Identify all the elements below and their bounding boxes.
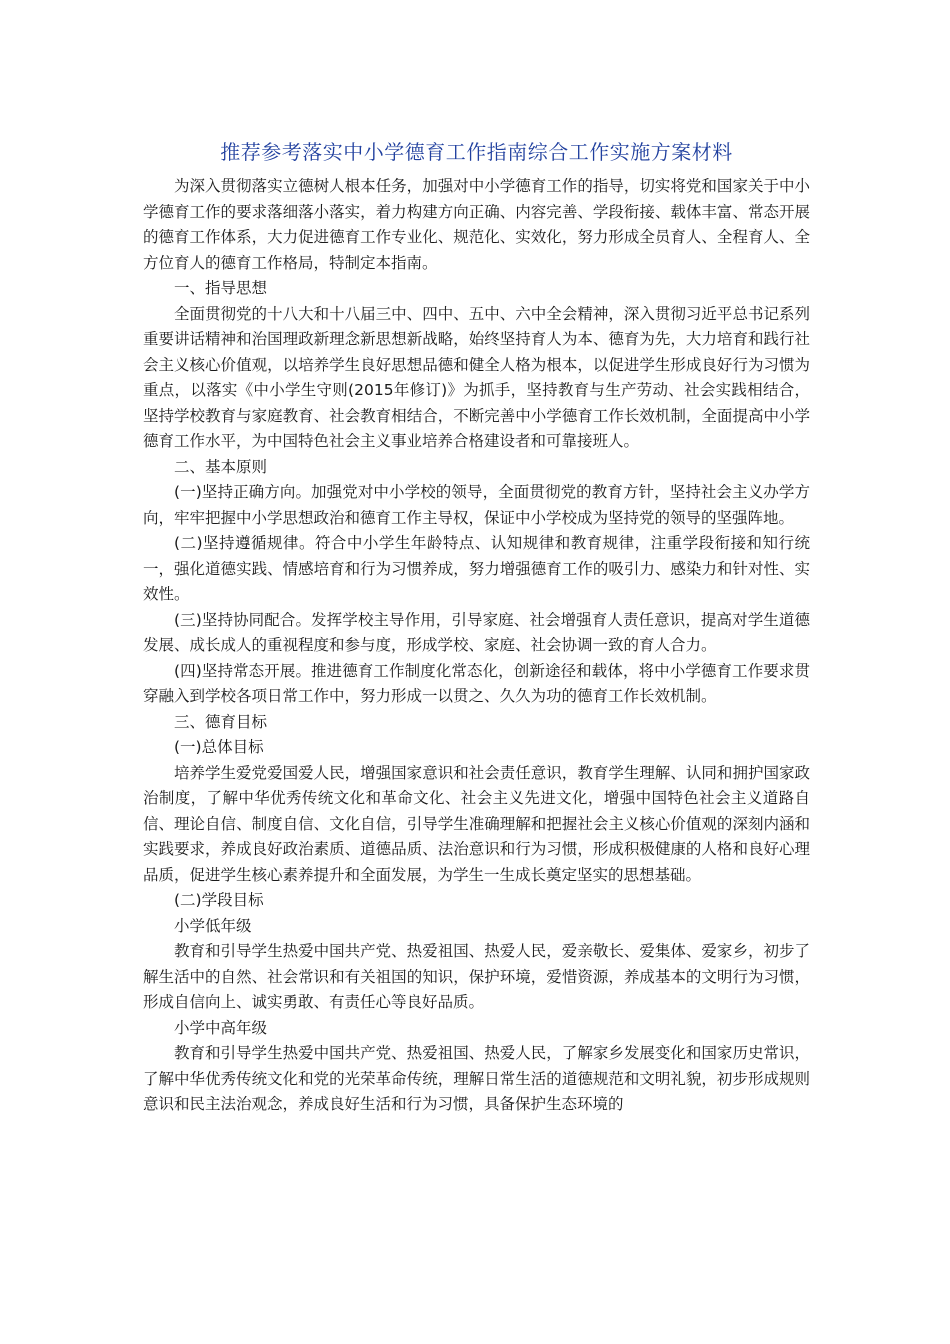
paragraph-principle-1: (一)坚持正确方向。加强党对中小学校的领导，全面贯彻党的教育方针，坚持社会主义办学方向，牢牢把握中小学思想政治和德育工作主导权，保证中小学校成为坚持党的领导的坚强阵地。 xyxy=(143,483,810,527)
paragraph-primary-lower: 教育和引导学生热爱中国共产党、热爱祖国、热爱人民，爱亲敬长、爱集体、爱家乡，初步了解生活中的自然、社会常识和有关祖国的知识，保护环境，爱惜资源，养成基本的文明行为习惯，形成自信向上、诚实勇敢、有责任心等良好品质。 xyxy=(143,942,810,1011)
heading-basic-principles: 二、基本原则 xyxy=(174,457,268,476)
paragraph-principle-3: (三)坚持协同配合。发挥学校主导作用，引导家庭、社会增强育人责任意识，提高对学生道德发展、成长成人的重视程度和参与度，形成学校、家庭、社会协调一致的育人合力。 xyxy=(143,610,810,654)
subheading-stage-goals: (二)学段目标 xyxy=(174,891,264,909)
paragraph-guiding-ideology: 全面贯彻党的十八大和十八届三中、四中、五中、六中全会精神，深入贯彻习近平总书记系列重要讲话精神和治国理政新理念新思想新战略，始终坚持育人为本、德育为先，大力培育和践行社会主义核心价值观，以培养学生良好思想品德和健全人格为根本，以促进学生形成良好行为习惯为重点，以落实《中小学生守则(2015年修订)》为抓手，坚持教育与生产劳动、社会实践相结合，坚持学校教育与家庭教育、社会教育相结合，不断完善中小学德育工作长效机制，全面提高中小学德育工作水平，为中国特色社会主义事业培养合格建设者和可靠接班人。 xyxy=(143,304,810,450)
subheading-primary-lower: 小学低年级 xyxy=(174,916,252,935)
paragraph-overall-goal: 培养学生爱党爱国爱人民，增强国家意识和社会责任意识，教育学生理解、认同和拥护国家政治制度，了解中华优秀传统文化和革命文化、社会主义先进文化，增强中国特色社会主义道路自信、理论自信、制度自信、文化自信，引导学生准确理解和把握社会主义核心价值观的深刻内涵和实践要求，养成良好政治素质、道德品质、法治意识和行为习惯，形成积极健康的人格和良好心理品质，促进学生核心素养提升和全面发展，为学生一生成长奠定坚实的思想基础。 xyxy=(143,763,810,884)
document-body xyxy=(143,174,810,1118)
paragraph-primary-upper: 教育和引导学生热爱中国共产党、热爱祖国、热爱人民，了解家乡发展变化和国家历史常识，了解中华优秀传统文化和党的光荣革命传统，理解日常生活的道德规范和文明礼貌，初步形成规则意识和民主法治观念，养成良好生活和行为习惯，具备保护生态环境的 xyxy=(143,1044,810,1113)
paragraph-intro: 为深入贯彻落实立德树人根本任务，加强对中小学德育工作的指导，切实将党和国家关于中小学德育工作的要求落细落小落实，着力构建方向正确、内容完善、学段衔接、载体丰富、常态开展的德育工作体系，大力促进德育工作专业化、规范化、实效化，努力形成全员育人、全程育人、全方位育人的德育工作格局，特制定本指南。 xyxy=(143,177,810,272)
subheading-overall-goal: (一)总体目标 xyxy=(174,738,264,756)
paragraph-principle-2: (二)坚持遵循规律。符合中小学生年龄特点、认知规律和教育规律，注重学段衔接和知行统一，强化道德实践、情感培育和行为习惯养成，努力增强德育工作的吸引力、感染力和针对性、实效性。 xyxy=(143,534,810,603)
heading-moral-goals: 三、德育目标 xyxy=(174,712,268,731)
paragraph-principle-4: (四)坚持常态开展。推进德育工作制度化常态化，创新途径和载体，将中小学德育工作要求贯穿融入到学校各项日常工作中，努力形成一以贯之、久久为功的德育工作长效机制。 xyxy=(143,661,810,705)
heading-guiding-ideology: 一、指导思想 xyxy=(174,279,268,297)
document-title: 推荐参考落实中小学德育工作指南综合工作实施方案材料 xyxy=(220,140,733,164)
subheading-primary-upper: 小学中高年级 xyxy=(174,1018,268,1037)
